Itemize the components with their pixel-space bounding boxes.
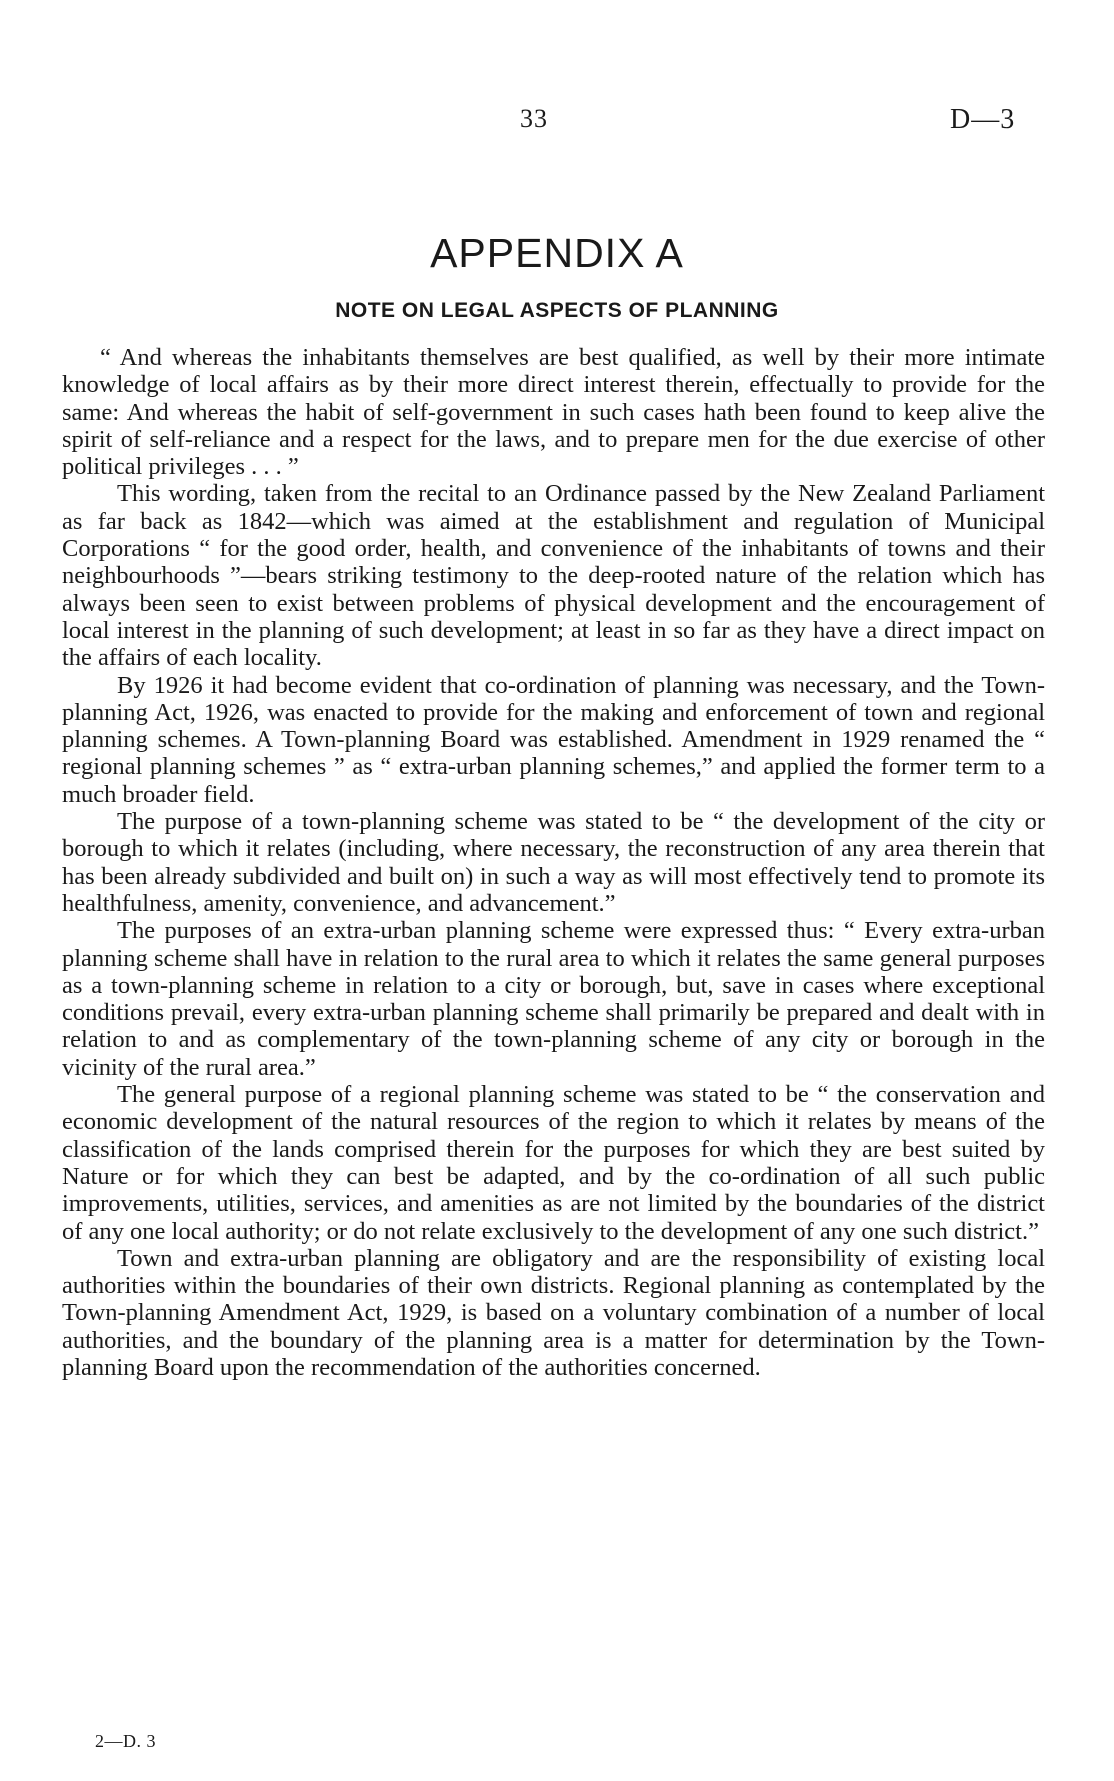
paragraph-town-planning-purpose: The purpose of a town-planning scheme was stated to be “ the development of the city or borough to which it relates (including, where necessary, the reconstruction of any area therein that has been already subdivided and built on) in such a way as will most effectively tend to promote its healthfulness, amenity, convenience, and advancement.”	[62, 808, 1045, 917]
section-subtitle: NOTE ON LEGAL ASPECTS OF PLANNING	[335, 299, 779, 322]
document-code: D—3	[950, 104, 1016, 135]
appendix-title: APPENDIX A	[430, 230, 684, 276]
paragraph-wording: This wording, taken from the recital to an Ordinance passed by the New Zealand Parliament as far back as 1842—which was aimed at the establishment and regulation of Municipal Corporations “ for the good order, health, and convenience of the inhabitants of towns and their neighbourhoods ”—bears striking testimony to the deep-rooted nature of the relation which has always been seen to exist between problems of physical development and the encouragement of local interest in the planning of such development; at least in so far as they have a direct impact on the affairs of each locality.	[62, 480, 1045, 672]
body-text	[62, 344, 1045, 1381]
page-number: 33	[520, 104, 548, 133]
paragraph-obligations: Town and extra-urban planning are obligatory and are the responsibility of existing local authorities within the boundaries of their own districts. Regional planning as contemplated by the Town-planning Amendment Act, 1929, is based on a voluntary combination of a number of local authorities, and the boundary of the planning area is a matter for determination by the Town-planning Board upon the recommendation of the authorities concerned.	[62, 1244, 1045, 1381]
paragraph-extra-urban-purpose: The purposes of an extra-urban planning scheme were expressed thus: “ Every extra-urban planning scheme shall have in relation to the rural area to which it relates the same general purposes as a town-planning scheme in relation to a city or borough, but, save in cases where exceptional conditions prevail, every extra-urban planning scheme shall primarily be prepared and dealt with in relation to and as complementary of the town-planning scheme of any city or borough in the vicinity of the rural area.”	[62, 917, 1045, 1081]
signature-mark: 2—D. 3	[95, 1731, 156, 1751]
paragraph-ordinance-quote: “ And whereas the inhabitants themselves are best qualified, as well by their more intimate knowledge of local affairs as by their more direct interest therein, effectually to provide for the same: And whereas the habit of self-government in such cases hath been found to keep alive the spirit of self-reliance and a respect for the laws, and to prepare men for the due exercise of other political privileges . . . ”	[62, 344, 1045, 481]
paragraph-1926-act: By 1926 it had become evident that co-ordination of planning was necessary, and the Town-planning Act, 1926, was enacted to provide for the making and enforcement of town and regional planning schemes. A Town-planning Board was established. Amendment in 1929 renamed the “ regional planning schemes ” as “ extra-urban planning schemes,” and applied the former term to a much broader field.	[62, 671, 1045, 808]
paragraph-regional-purpose: The general purpose of a regional planning scheme was stated to be “ the conservation and economic development of the natural resources of the region to which it relates by means of the classification of the lands comprised therein for the purposes for which they are best suited by Nature or for which they can best be adapted, and by the co-ordination of all such public improvements, utilities, services, and amenities as are not limited by the boundaries of the district of any one local authority; or do not relate exclusively to the development of any one such district.”	[62, 1081, 1045, 1245]
